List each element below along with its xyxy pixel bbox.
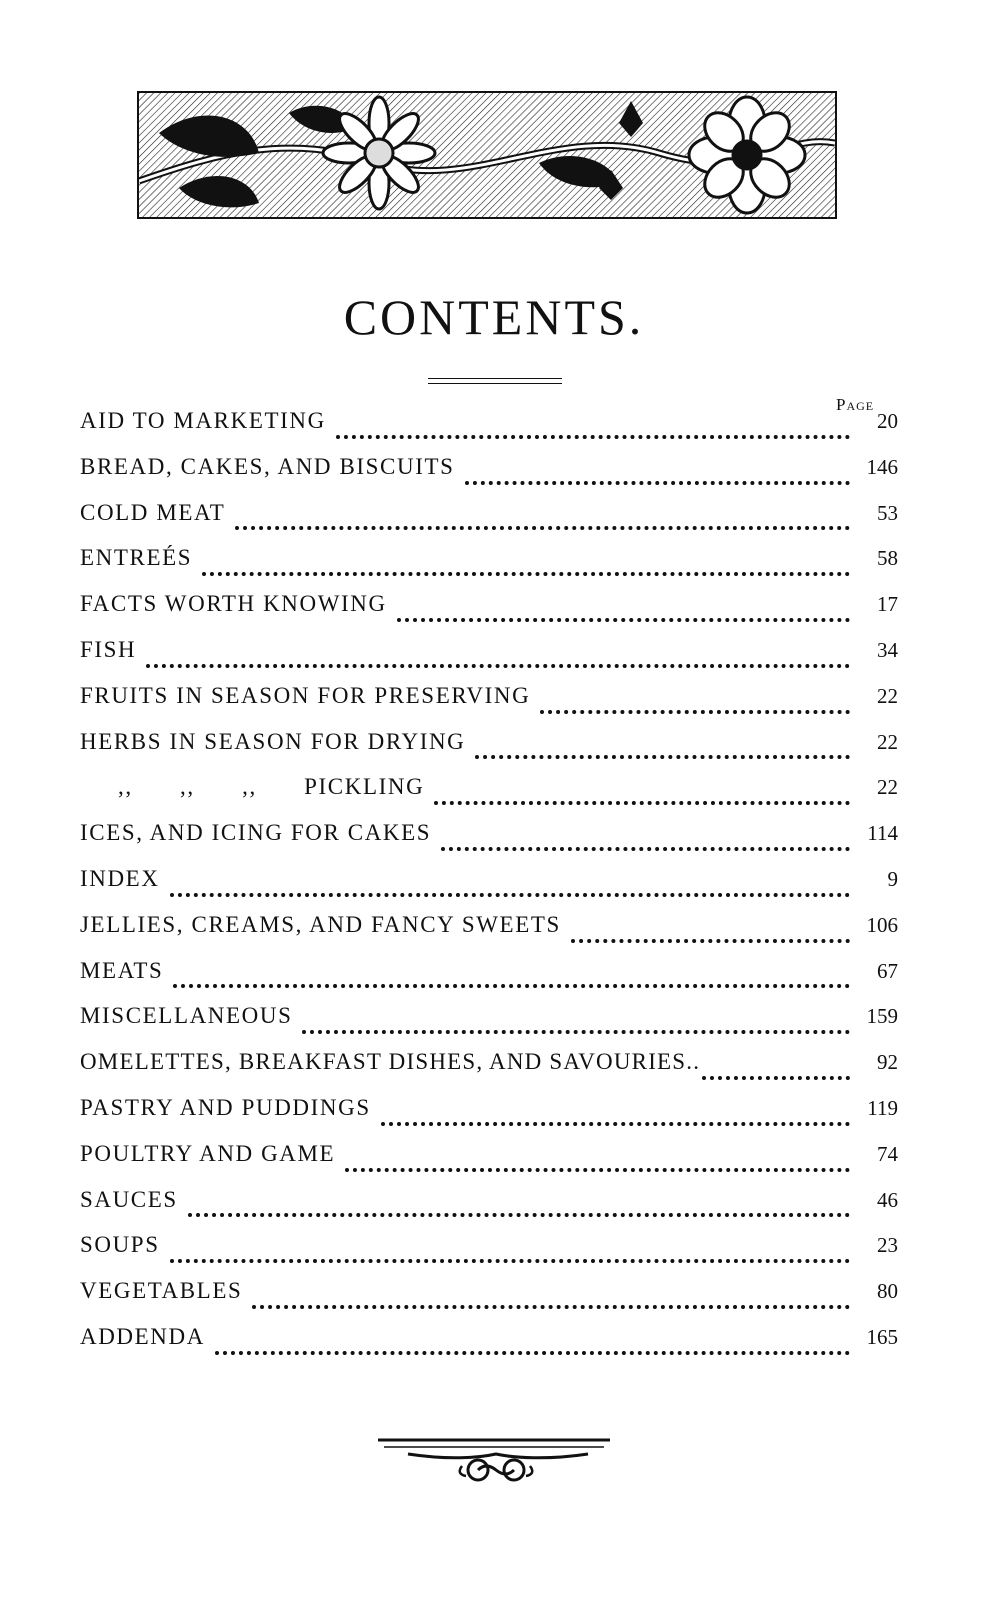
toc-entry-label: FISH — [80, 636, 137, 662]
dot-leader — [571, 939, 850, 943]
dot-leader — [215, 1351, 850, 1355]
toc-entry-label: POULTRY AND GAME — [80, 1140, 336, 1166]
toc-row[interactable] — [80, 683, 898, 729]
dot-leader — [173, 984, 850, 988]
toc-page-number: 22 — [877, 775, 898, 800]
toc-row[interactable] — [80, 958, 898, 1004]
toc-page-number: 119 — [867, 1095, 898, 1120]
dot-leader — [202, 572, 850, 576]
dot-leader — [170, 1259, 850, 1263]
toc-row[interactable] — [80, 454, 898, 500]
toc-entry-label: SOUPS — [80, 1232, 160, 1258]
toc-row[interactable] — [80, 1049, 898, 1095]
toc-page-number: 53 — [877, 500, 898, 525]
toc-entry-label: HERBS IN SEASON FOR DRYING — [80, 728, 466, 754]
toc-row[interactable] — [80, 1278, 898, 1324]
dot-leader — [434, 801, 850, 805]
toc-entry-label: OMELETTES, BREAKFAST DISHES, AND SAVOURIES.. — [80, 1049, 701, 1075]
page-title: CONTENTS. — [343, 289, 645, 345]
dot-leader — [465, 481, 850, 485]
toc-page-number: 92 — [877, 1050, 898, 1075]
dot-leader — [702, 1076, 850, 1080]
toc-row[interactable] — [80, 408, 898, 454]
dot-leader — [146, 664, 850, 668]
dot-leader — [397, 618, 850, 622]
toc-page-number: 106 — [866, 912, 898, 937]
floral-header-banner — [137, 91, 837, 219]
toc-page-number: 20 — [877, 409, 898, 433]
toc-row[interactable] — [80, 820, 898, 866]
toc-row[interactable] — [80, 912, 898, 958]
toc-row[interactable] — [80, 591, 898, 637]
toc-row[interactable] — [80, 774, 898, 820]
toc-entry-label: ENTREÉS — [80, 545, 193, 571]
toc-page-number: 22 — [877, 729, 898, 754]
dot-leader — [540, 710, 850, 714]
toc-entry-label: MEATS — [80, 957, 164, 983]
toc-page-number: 74 — [877, 1141, 898, 1166]
dot-leader — [252, 1305, 850, 1309]
toc-entry-label: COLD MEAT — [80, 499, 226, 525]
toc-page-number: 23 — [877, 1233, 898, 1258]
toc-row[interactable] — [80, 1141, 898, 1187]
toc-entry-label: BREAD, CAKES, AND BISCUITS — [80, 453, 455, 479]
toc-row[interactable] — [80, 1187, 898, 1233]
toc-entry-label: ADDENDA — [80, 1323, 205, 1349]
toc-row[interactable] — [80, 545, 898, 591]
toc-entry-label: FACTS WORTH KNOWING — [80, 591, 387, 617]
toc-entry-label: ,, ,, ,, PICKLING — [118, 774, 425, 800]
dot-leader — [302, 1030, 850, 1034]
toc-entry-label: SAUCES — [80, 1186, 178, 1212]
dot-leader — [336, 435, 850, 439]
toc-entry-label: ICES, AND ICING FOR CAKES — [80, 820, 432, 846]
toc-entry-label: JELLIES, CREAMS, AND FANCY SWEETS — [80, 911, 561, 937]
toc-page-number: 159 — [866, 1004, 898, 1029]
toc-entry-label: PASTRY AND PUDDINGS — [80, 1094, 371, 1120]
tailpiece-ornament-icon — [378, 1420, 618, 1505]
table-of-contents — [80, 408, 898, 1370]
toc-page-number: 146 — [866, 454, 898, 479]
toc-row[interactable] — [80, 500, 898, 546]
dot-leader — [441, 847, 850, 851]
toc-page-number: 58 — [877, 546, 898, 571]
dot-leader — [170, 893, 850, 897]
dot-leader — [188, 1213, 850, 1217]
floral-vine-icon — [139, 93, 835, 217]
toc-entry-label: MISCELLANEOUS — [80, 1003, 293, 1029]
toc-page-number: 165 — [866, 1324, 898, 1349]
toc-page-number: 46 — [877, 1187, 898, 1212]
toc-entry-label: INDEX — [80, 865, 160, 891]
toc-row[interactable] — [80, 1324, 898, 1370]
toc-row[interactable] — [80, 1003, 898, 1049]
toc-entry-label: VEGETABLES — [80, 1278, 243, 1304]
toc-entry-label: AID TO MARKETING — [80, 408, 326, 433]
toc-row[interactable] — [80, 1095, 898, 1141]
toc-page-number: 80 — [877, 1279, 898, 1304]
toc-page-number: 17 — [877, 592, 898, 617]
toc-row[interactable] — [80, 1232, 898, 1278]
dot-leader — [381, 1122, 850, 1126]
dot-leader — [235, 526, 850, 530]
toc-page-number: 9 — [887, 866, 898, 891]
page-column-header: Page — [836, 395, 875, 414]
toc-page-number: 34 — [877, 637, 898, 662]
dot-leader — [345, 1168, 850, 1172]
title-double-rule — [428, 378, 562, 384]
toc-row[interactable] — [80, 866, 898, 912]
toc-entry-label: FRUITS IN SEASON FOR PRESERVING — [80, 682, 531, 708]
dot-leader — [475, 755, 850, 759]
toc-page-number: 114 — [867, 821, 898, 846]
toc-page-number: 22 — [877, 683, 898, 708]
toc-row[interactable] — [80, 729, 898, 775]
toc-row[interactable] — [80, 637, 898, 683]
toc-page-number: 67 — [877, 958, 898, 983]
